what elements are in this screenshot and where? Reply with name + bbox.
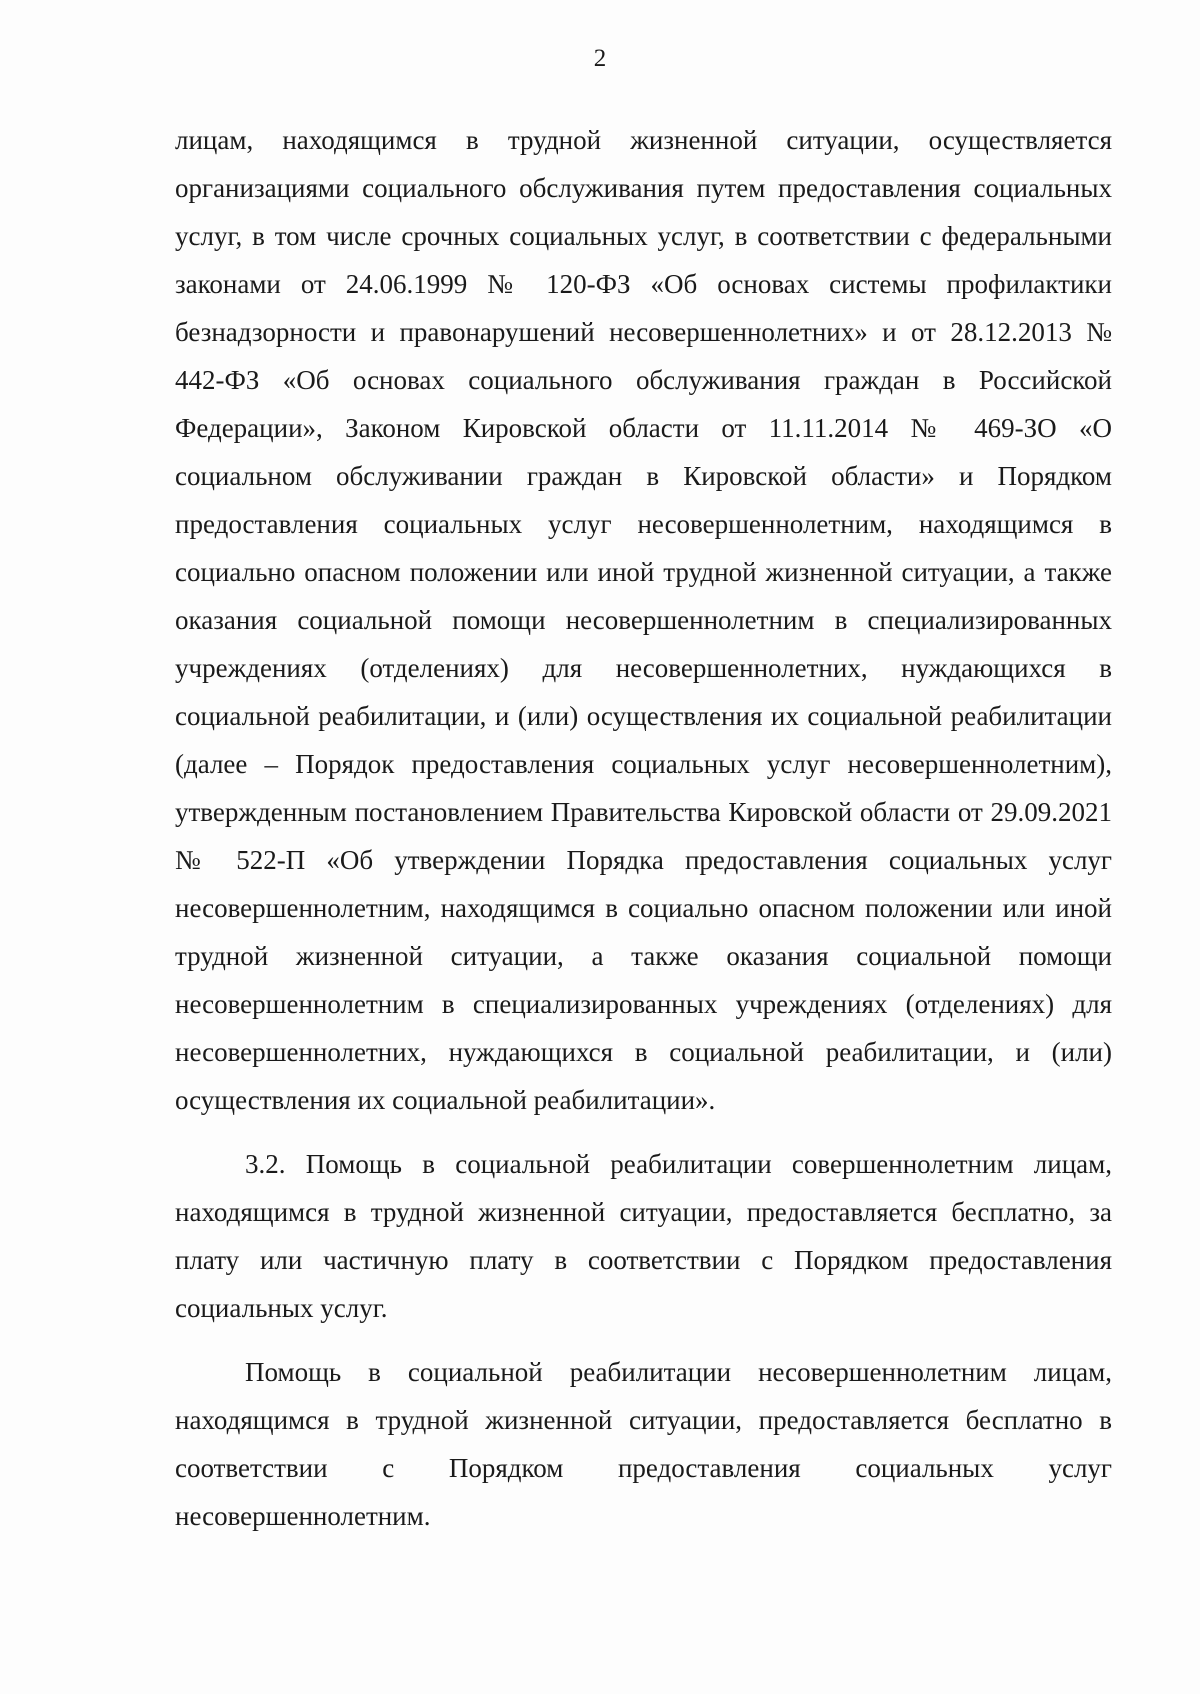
paragraph-3-2: 3.2. Помощь в социальной реабилитации совершеннолетним лицам, находящимся в трудной жизненной ситуации, предоставляется бесплатно, за плату или частичную плату в соответствии с Порядком предоставления социальных услуг. <box>175 1149 1112 1323</box>
page-number: 2 <box>593 45 607 72</box>
paragraph-minors: Помощь в социальной реабилитации несовершеннолетним лицам, находящимся в трудной жизненной ситуации, предоставляется бесплатно в соответствии с Порядком предоставления социальных услуг несовершеннолетним. <box>175 1357 1112 1531</box>
paragraph-continuation: лицам, находящимся в трудной жизненной ситуации, осуществляется организациями социального обслуживания путем предоставления социальных услуг, в том числе срочных социальных услуг, в соответствии с федеральными законами от 24.06.1999 № 120-ФЗ «Об основах системы профилактики безнадзорности и правонарушений несовершеннолетних» и от 28.12.2013 № 442-ФЗ «Об основах социального обслуживания граждан в Российской Федерации», Законом Кировской области от 11.11.2014 № 469-ЗО «О социальном обслуживании граждан в Кировской области» и Порядком предоставления социальных услуг несовершеннолетним, находящимся в социально опасном положении или иной трудной жизненной ситуации, а также оказания социальной помощи несовершеннолетним в специализированных учреждениях (отделениях) для несовершеннолетних, нуждающихся в социальной реабилитации, и (или) осуществления их социальной реабилитации (далее – Порядок предоставления социальных услуг несовершеннолетним), утвержденным постановлением Правительства Кировской области от 29.09.2021 № 522-П «Об утверждении Порядка предоставления социальных услуг несовершеннолетним, находящимся в социально опасном положении или иной трудной жизненной ситуации, а также оказания социальной помощи несовершеннолетним в специализированных учреждениях (отделениях) для несовершеннолетних, нуждающихся в социальной реабилитации, и (или) осуществления их социальной реабилитации». <box>175 125 1112 1115</box>
document-body <box>175 116 1112 1540</box>
